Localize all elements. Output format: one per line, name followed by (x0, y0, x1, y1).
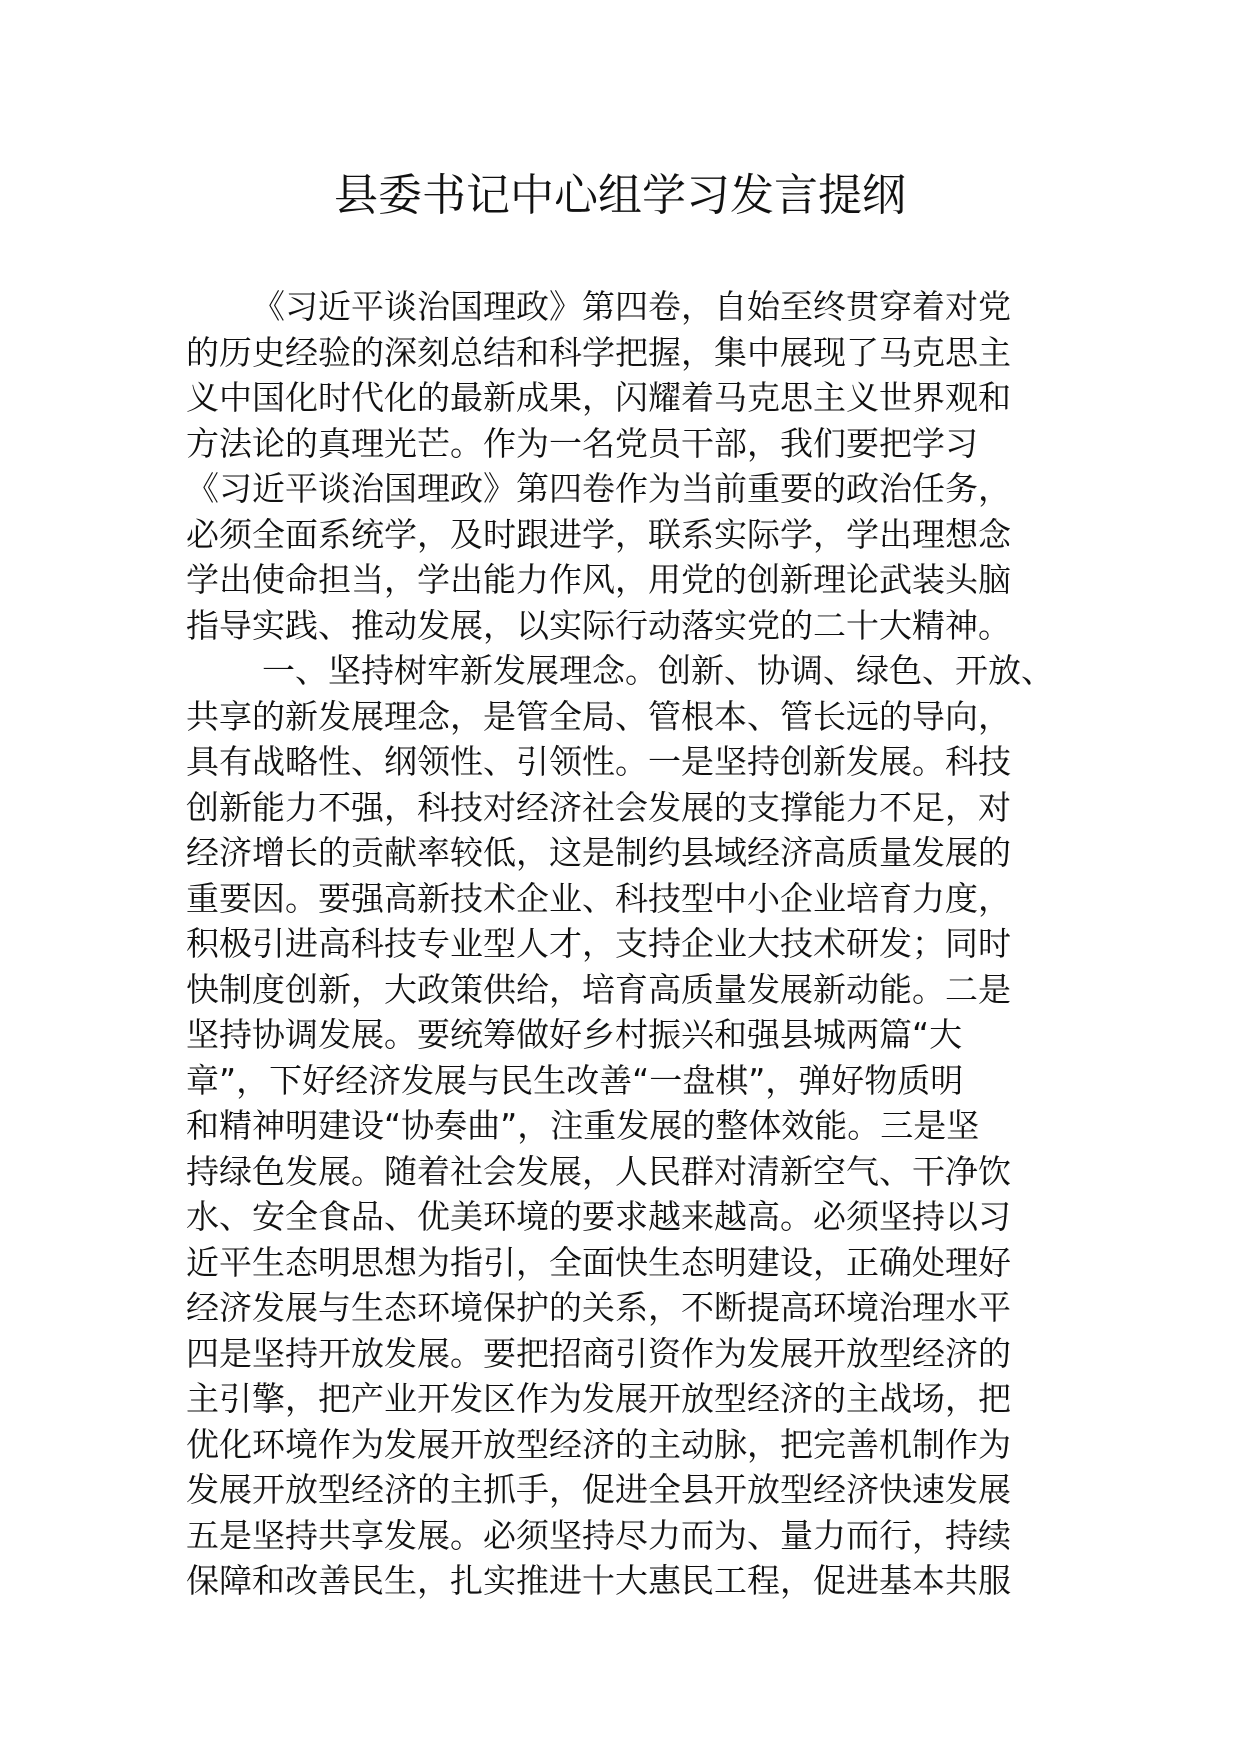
text-line: 一、坚持树牢新发展理念。创新、协调、绿色、开放、 (262, 651, 1054, 690)
text-line: 的历史经验的深刻总结和科学把握，集中展现了马克思主 (186, 332, 1011, 372)
text-line: 指导实践、推动发展，以实际行动落实党的二十大精神。 (186, 605, 1011, 645)
text-line: 坚持协调发展。要统筹做好乡村振兴和强县城两篇“大 (186, 1015, 963, 1054)
text-line: 经济发展与生态环境保护的关系，不断提高环境治理水平 (186, 1288, 1011, 1327)
text-line: 持绿色发展。随着社会发展，人民群对清新空气、干净饮 (186, 1151, 1011, 1191)
text-line: 《习近平谈治国理政》第四卷作为当前重要的政治任务， (186, 469, 1011, 508)
text-line: 近平生态明思想为指引，全面快生态明建设，正确处理好 (186, 1242, 1011, 1282)
text-line: 学出使命担当，学出能力作风，用党的创新理论武装头脑 (186, 560, 1011, 599)
text-line: 创新能力不强，科技对经济社会发展的支撑能力不足，对 (186, 787, 1011, 827)
text-line: 主引擎，把产业开发区作为发展开放型经济的主战场，把 (186, 1379, 1011, 1418)
text-line: 重要因。要强高新技术企业、科技型中小企业培育力度， (186, 878, 1011, 918)
text-line: 共享的新发展理念，是管全局、管根本、管长远的导向， (186, 696, 1011, 736)
text-line: 章”，下好经济发展与民生改善“一盘棋”，弹好物质明 (186, 1060, 964, 1100)
text-line: 发展开放型经济的主抓手，促进全县开放型经济快速发展 (186, 1470, 1011, 1509)
text-line: 方法论的真理光芒。作为一名党员干部，我们要把学习 (186, 423, 978, 463)
text-line: 水、安全食品、优美环境的要求越来越高。必须坚持以习 (186, 1197, 1011, 1236)
document-title: 县委书记中心组学习发言提纲 (334, 170, 906, 221)
text-line: 和精神明建设“协奏曲”，注重发展的整体效能。三是坚 (186, 1106, 980, 1145)
text-line: 快制度创新，大政策供给，培育高质量发展新动能。二是 (186, 969, 1011, 1009)
text-line: 必须全面系统学，及时跟进学，联系实际学，学出理想念 (186, 514, 1011, 554)
text-line: 积极引进高科技专业型人才，支持企业大技术研发；同时 (186, 924, 1011, 963)
text-line: 四是坚持开放发展。要把招商引资作为发展开放型经济的 (186, 1333, 1011, 1373)
text-line: 五是坚持共享发展。必须坚持尽力而为、量力而行，持续 (186, 1515, 1011, 1555)
document-body (186, 284, 1086, 1604)
text-line: 优化环境作为发展开放型经济的主动脉，把完善机制作为 (186, 1424, 1011, 1464)
text-line: 义中国化时代化的最新成果，闪耀着马克思主义世界观和 (186, 378, 1011, 417)
text-line: 保障和改善民生，扎实推进十大惠民工程，促进基本共服 (186, 1561, 1011, 1600)
text-line: 经济增长的贡献率较低，这是制约县域经济高质量发展的 (186, 833, 1011, 872)
text-line: 《习近平谈治国理政》第四卷，自始至终贯穿着对党 (252, 287, 1011, 326)
text-line: 具有战略性、纲领性、引领性。一是坚持创新发展。科技 (186, 742, 1011, 781)
